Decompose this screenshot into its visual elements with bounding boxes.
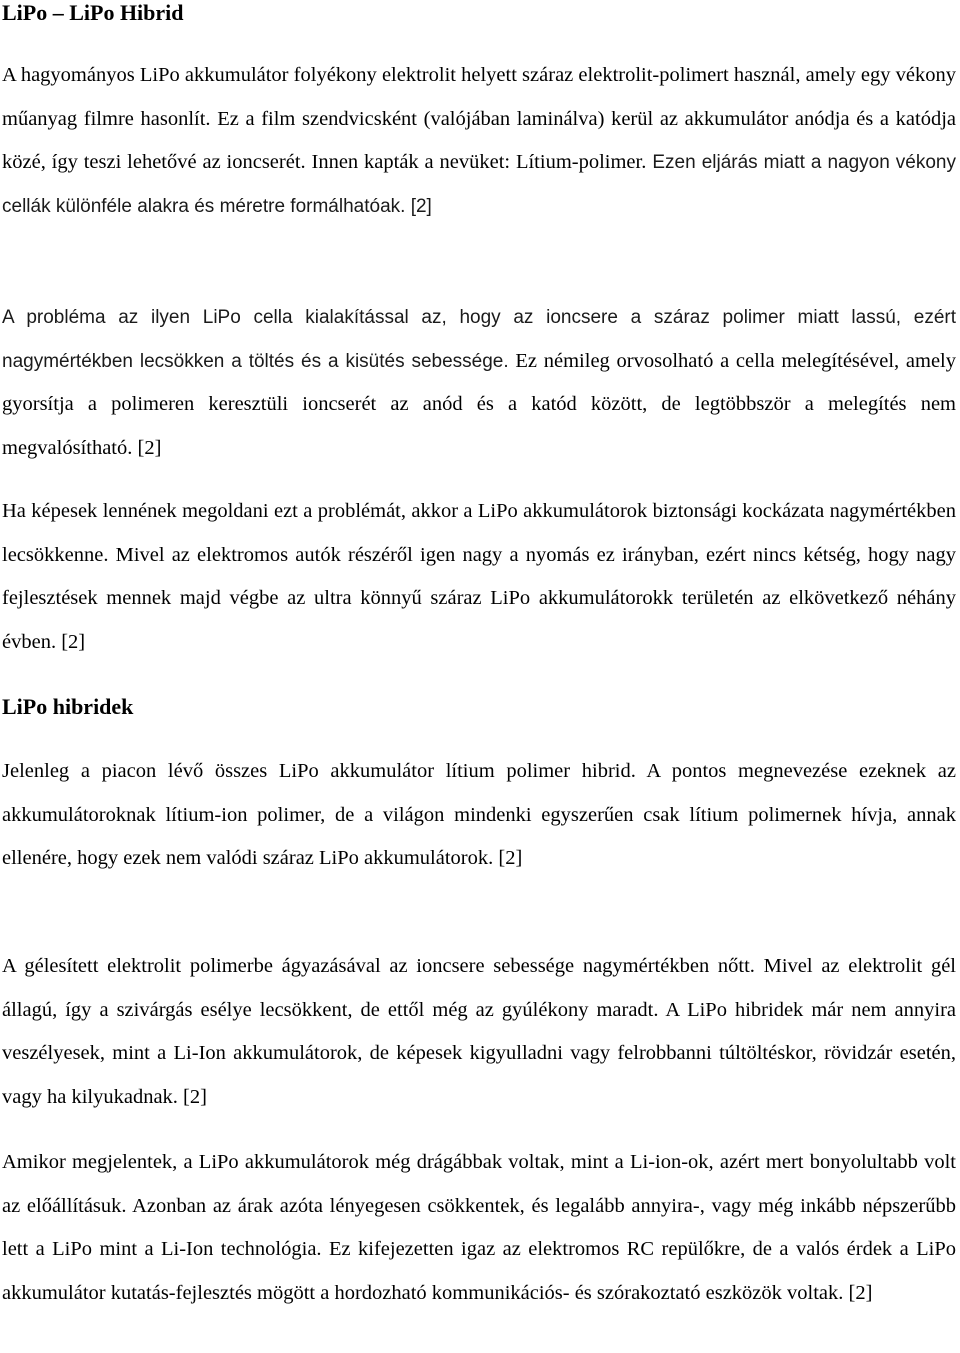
- paragraph-intro-serif-run: A hagyományos LiPo akkumulátor folyékony elektrolit helyett száraz elektrolit-polimert használ, amely egy vékony műanyag filmre hasonlít. Ez a film szendvicsként (valójában laminálva) kerül az akkumulátor anódja és a katódja közé, így teszi lehetővé az ioncserét. Innen kapták a nevüket: Lítium-polimer.: [2, 64, 956, 173]
- paragraph-problem-sans-run: A probléma az ilyen LiPo cella kialakítással az, hogy az ioncsere a száraz polimer miatt lassú, ezért nagymértékben lecsökken a töltés és a kisütés sebessége.: [2, 307, 956, 372]
- section-heading-lipo-hybrid: LiPo – LiPo Hibrid: [2, 0, 184, 25]
- paragraph-current-market: Jelenleg a piacon lévő összes LiPo akkumulátor lítium polimer hibrid. A pontos megnevezése ezeknek az akkumulátoroknak lítium-ion polimer, de a világon mindenki egyszerűen csak lítium polimernek hívja, annak ellenére, hogy ezek nem valódi száraz LiPo akkumulátorok. [2]: [2, 760, 956, 869]
- paragraph-intro: [2, 54, 956, 228]
- section-heading-lipo-hibridek: LiPo hibridek: [2, 694, 134, 719]
- paragraph-safety: Ha képesek lennének megoldani ezt a problémát, akkor a LiPo akkumulátorok biztonsági kockázata nagymértékben lecsökkenne. Mivel az elektromos autók részéről igen nagy a nyomás ez irányban, ezért nincs kétség, hogy nagy fejlesztések mennek majd végbe az ultra könnyű száraz LiPo akkumulátorokk területén az elkövetkező néhány évben. [2]: [2, 500, 956, 653]
- paragraph-problem-serif-run: Ez némileg orvosolható a cella melegítésével, amely gyorsítja a polimeren keresztüli ioncserét az anód és a katód között, de legtöbbször a melegítés nem megvalósítható. [2]: [2, 349, 956, 459]
- paragraph-history: Amikor megjelentek, a LiPo akkumulátorok még drágábbak voltak, mint a Li-ion-ok, azért mert bonyolultabb volt az előállításuk. Azonban az árak azóta lényegesen csökkentek, és legalább annyira-, vagy még inkább népszerűbb lett a LiPo mint a Li-Ion technológia. Ez kifejezetten igaz az elektromos RC repülőkre, de a valós érdek a LiPo akkumulátor kutatás-fejlesztés mögött a hordozható kommunikációs- és szórakoztató eszközök voltak. [2]: [2, 1151, 956, 1304]
- paragraph-intro-sans-run: Ezen eljárás miatt a nagyon vékony cellák különféle alakra és méretre formálhatóak. [2]: [2, 152, 957, 217]
- paragraph-problem: [2, 296, 956, 470]
- paragraph-gel-electrolyte: A gélesített elektrolit polimerbe ágyazásával az ioncsere sebessége nagymértékben nőtt. Mivel az elektrolit gél állagú, így a szivárgás esélye lecsökkent, de ettől még az gyúlékony maradt. A LiPo hibridek már nem annyira veszélyesek, mint a Li-Ion akkumulátorok, de képesek kigyulladni vagy felrobbanni túltöltéskor, rövidzár esetén, vagy ha kilyukadnak. [2]: [2, 955, 956, 1108]
